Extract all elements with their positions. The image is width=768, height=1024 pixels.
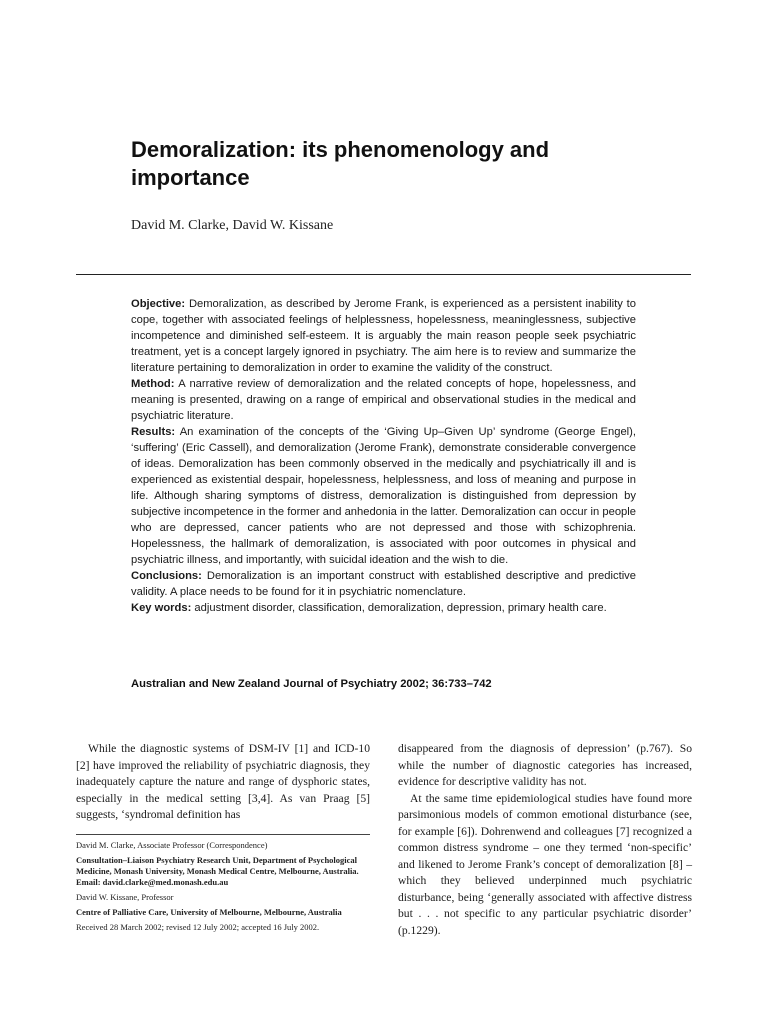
header-rule [76, 274, 691, 275]
author-line: David M. Clarke, David W. Kissane [131, 218, 334, 233]
keywords-label: Key words: [131, 602, 192, 614]
body-column-right [398, 741, 692, 939]
keywords-text: adjustment disorder, classification, demoralization, depression, primary health care. [194, 602, 607, 614]
abstract-objective [131, 296, 636, 376]
objective-label: Objective: [131, 298, 186, 310]
footnote-author2: David W. Kissane, Professor [76, 892, 174, 902]
method-label: Method: [131, 378, 175, 390]
abstract-keywords [131, 600, 636, 616]
conclusions-text: Demoralization is an important construct with established descriptive and predictive validity. A place needs to be found for it in psychiatric nomenclature. [131, 570, 636, 598]
body-paragraph: At the same time epidemiological studies have found more parsimonious models of common emotional disturbance (see, for example [6]). Dohrenwend and colleagues [7] recognized a common distress syndrome – one they termed ‘non-specific’ and likened to Jerome Frank’s concept of demoralization [8] – which they believed underpinned much psychiatric disturbance, being ‘generally associated with affective distress but . . . not specific to any particular psychiatric disorder’ (p.1229). [398, 791, 692, 937]
abstract-conclusions [131, 568, 636, 600]
conclusions-label: Conclusions: [131, 570, 202, 582]
results-label: Results: [131, 426, 176, 438]
abstract-results [131, 424, 636, 568]
results-text: An examination of the concepts of the ‘Giving Up–Given Up’ syndrome (George Engel), ‘suffering’ (Eric Cassell), and demoralization (Jerome Frank), demonstrate considerable convergence of ideas. Demoralization has been commonly observed in the medically and psychiatrically ill and is experienced as existential despair, hopelessness, helplessness, and loss of meaning and purpose in life. Although sharing symptoms of distress, demoralization is distinguished from depression by subjective incompetence in the former and anhedonia in the latter. Demoralization can occur in people who are depressed, cancer patients who are not depressed and those with schizophrenia. Hopelessness, the hallmark of demoralization, is associated with poor outcomes in physical and psychiatric illness, and importantly, with suicidal ideation and the wish to die. [131, 426, 636, 566]
footnote-received: Received 28 March 2002; revised 12 July 2002; accepted 16 July 2002. [76, 922, 320, 932]
article-title: Demoralization: its phenomenology and importance [131, 137, 550, 190]
objective-text: Demoralization, as described by Jerome Frank, is experienced as a persistent inability to cope, together with associated feelings of helplessness, hopelessness, meaninglessness, subjective incompetence and diminished self-esteem. It is arguably the main reason people seek psychiatric treatment, yet is a concept largely ignored in psychiatry. The aim here is to review and summarize the literature pertaining to demoralization in order to examine the validity of the construct. [131, 298, 637, 374]
footnote-block [76, 834, 370, 937]
body-paragraph: disappeared from the diagnosis of depression’ (p.767). So while the number of diagnostic categories has increased, evidence for descriptive validity has not. [398, 742, 692, 788]
footnote-author1: David M. Clarke, Associate Professor (Correspondence) [76, 840, 268, 850]
body-paragraph: While the diagnostic systems of DSM-IV [1] and ICD-10 [2] have improved the reliability of psychiatric diagnosis, they inadequately capture the nature and range of dysphoric states, especially in the medical setting [3,4]. As van Praag [5] suggests, ‘syndromal definition has [76, 742, 370, 821]
footnote-affiliation2: Centre of Palliative Care, University of Melbourne, Melbourne, Australia [76, 907, 342, 917]
abstract [131, 296, 636, 616]
journal-citation: Australian and New Zealand Journal of Psychiatry 2002; 36:733–742 [131, 678, 492, 690]
footnote-affiliation1: Consultation–Liaison Psychiatry Research Unit, Department of Psychological Medicine, Monash University, Monash Medical Centre, Melbourne, Australia. Email: david.clarke@med.monash.edu.au [76, 855, 359, 887]
method-text: A narrative review of demoralization and the related concepts of hope, hopelessness, and meaning is presented, drawing on a range of empirical and observational studies in the medical and psychiatric literature. [131, 378, 636, 422]
abstract-method [131, 376, 636, 424]
body-column-left [76, 741, 370, 824]
